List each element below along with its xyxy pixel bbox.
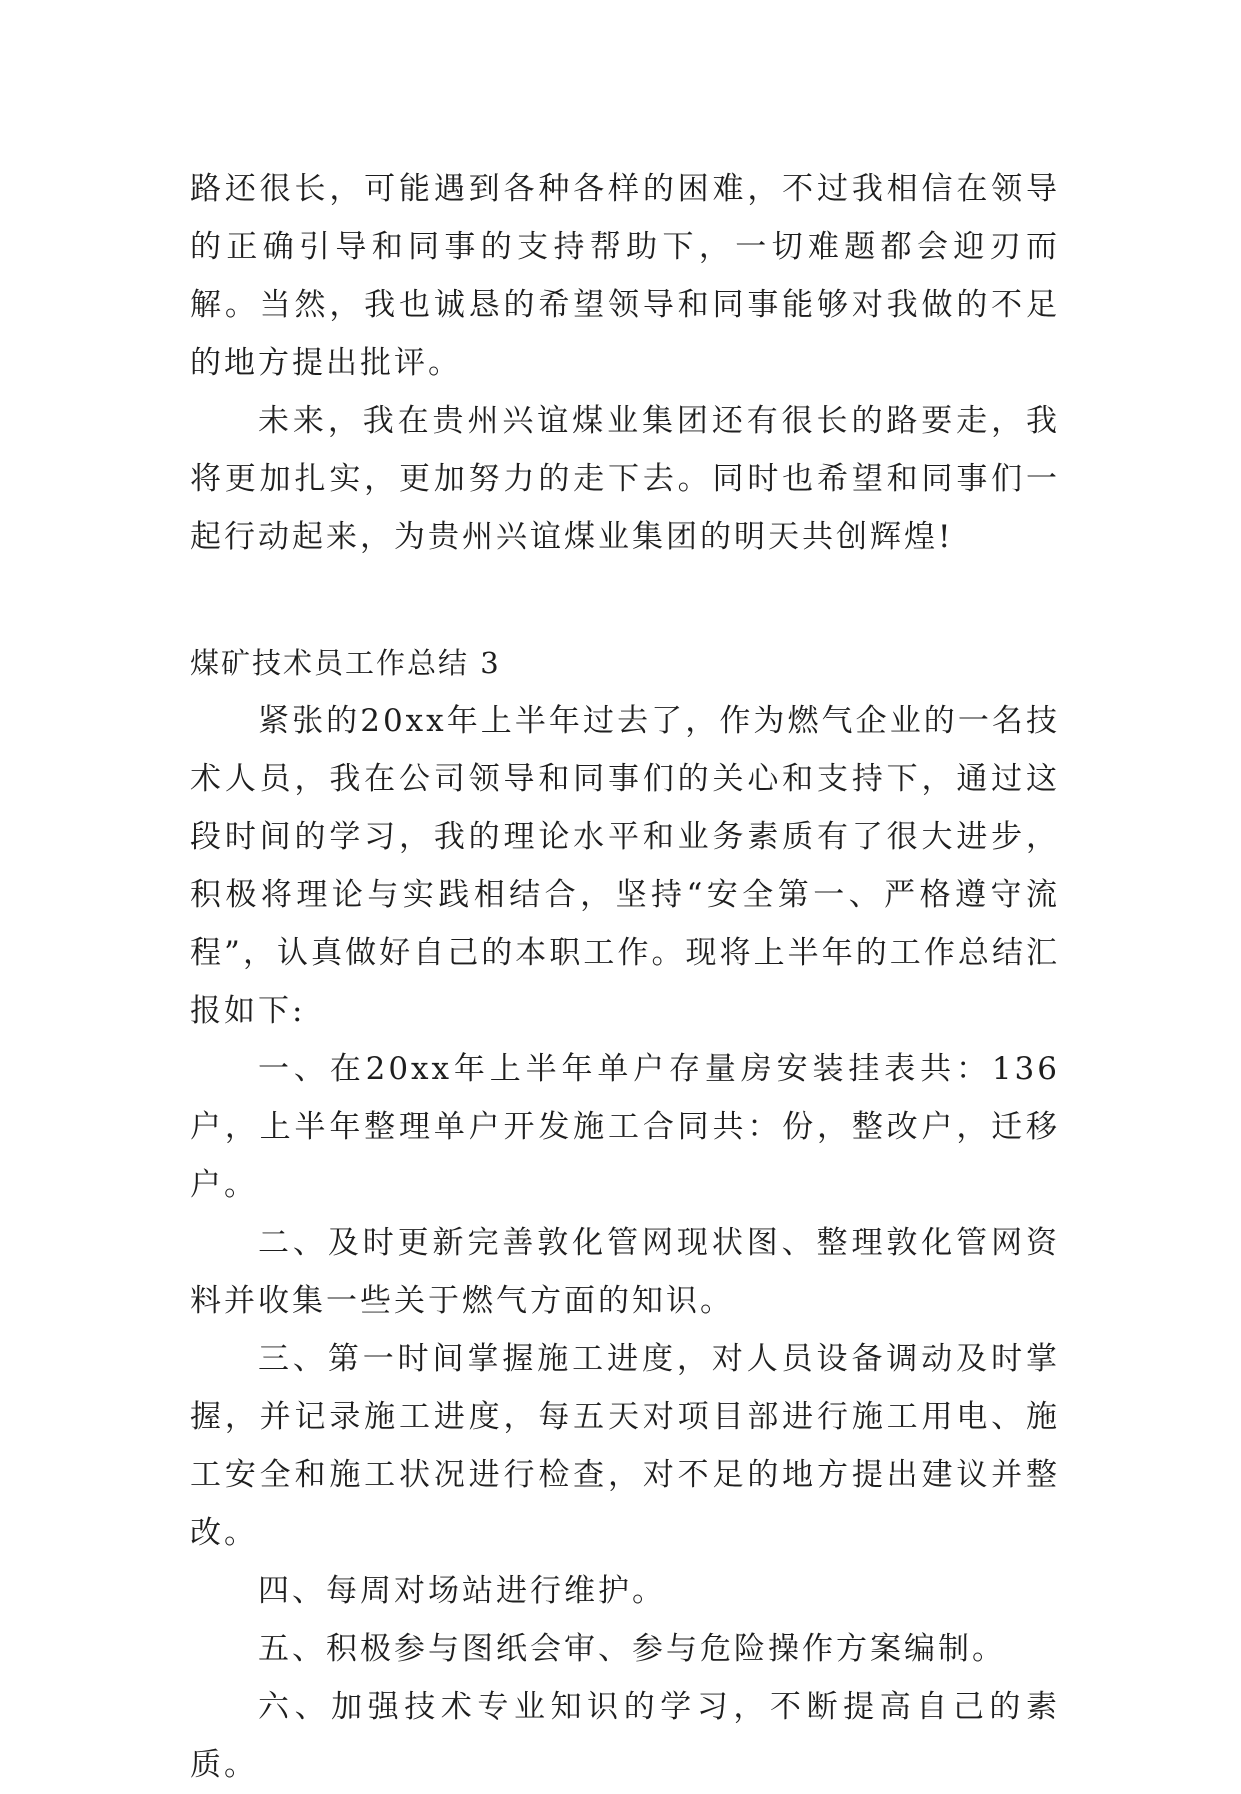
document-body xyxy=(190,160,1060,1794)
paragraph-item-3: 三、第一时间掌握施工进度，对人员设备调动及时掌握，并记录施工进度，每五天对项目部进行施工用电、施工安全和施工状况进行检查，对不足的地方提出建议并整改。 xyxy=(190,1341,1060,1551)
section-heading: 煤矿技术员工作总结 3 xyxy=(190,646,501,680)
paragraph-intro: 紧张的20xx年上半年过去了，作为燃气企业的一名技术人员，我在公司领导和同事们的关心和支持下，通过这段时间的学习，我的理论水平和业务素质有了很大进步，积极将理论与实践相结合，坚持“安全第一、严格遵守流程”，认真做好自己的本职工作。现将上半年的工作总结汇报如下: xyxy=(190,703,1060,1029)
paragraph-item-2: 二、及时更新完善敦化管网现状图、整理敦化管网资料并收集一些关于燃气方面的知识。 xyxy=(190,1225,1060,1319)
paragraph-item-6: 六、加强技术专业知识的学习，不断提高自己的素质。 xyxy=(190,1689,1060,1783)
paragraph-item-5: 五、积极参与图纸会审、参与危险操作方案编制。 xyxy=(258,1631,1006,1667)
paragraph-item-1: 一、在20xx年上半年单户存量房安装挂表共：136户，上半年整理单户开发施工合同共：份，整改户，迁移户。 xyxy=(190,1051,1060,1203)
paragraph-continuation: 路还很长，可能遇到各种各样的困难，不过我相信在领导的正确引导和同事的支持帮助下，一切难题都会迎刃而解。当然，我也诚恳的希望领导和同事能够对我做的不足的地方提出批评。 xyxy=(190,171,1060,381)
paragraph-item-4: 四、每周对场站进行维护。 xyxy=(258,1573,666,1609)
paragraph-future: 未来，我在贵州兴谊煤业集团还有很长的路要走，我将更加扎实，更加努力的走下去。同时也希望和同事们一起行动起来，为贵州兴谊煤业集团的明天共创辉煌! xyxy=(190,403,1060,555)
